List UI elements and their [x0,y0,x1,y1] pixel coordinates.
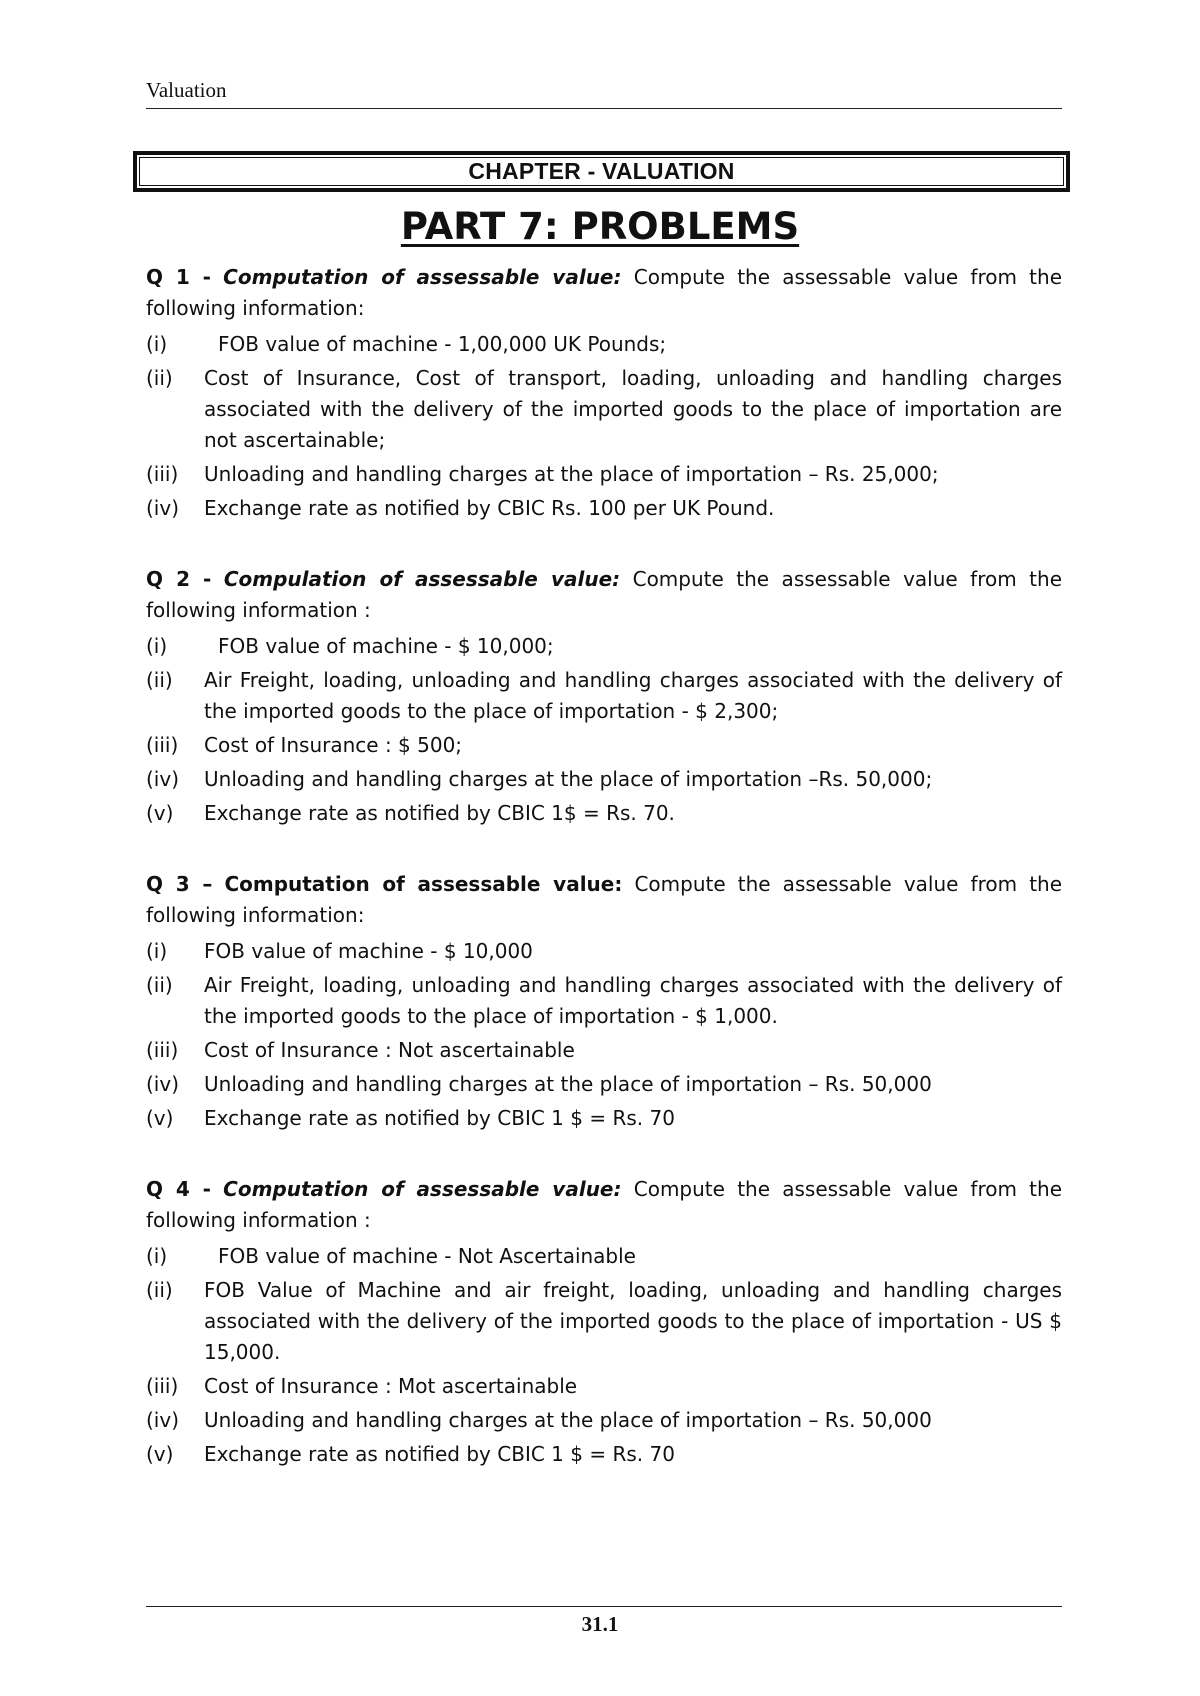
item-number: (i) [146,939,168,963]
header-rule [146,108,1062,109]
chapter-title: CHAPTER - VALUATION [468,158,735,184]
item-text: Unloading and handling charges at the place of importation – Rs. 50,000 [204,1072,932,1096]
question-topic: Computation of assessable value: [223,265,622,289]
item-text: Air Freight, loading, unloading and handling charges associated with the delivery of the imported goods to the place of importation - $ 2,300; [204,668,1062,723]
question-items [146,329,1062,524]
list-item [146,631,1062,662]
question-topic: Computation of assessable value: [223,1177,622,1201]
list-item [146,1103,1062,1134]
item-number: (iv) [146,1072,179,1096]
list-item [146,329,1062,360]
item-number: (i) [146,634,168,658]
list-item [146,1439,1062,1470]
item-text: Unloading and handling charges at the place of importation – Rs. 50,000 [204,1408,932,1432]
footer-rule [146,1606,1062,1607]
item-number: (iv) [146,496,179,520]
item-number: (iv) [146,767,179,791]
item-text: Unloading and handling charges at the place of importation –Rs. 50,000; [204,767,933,791]
question-items [146,1241,1062,1470]
question-topic: Computation of assessable value: [224,872,623,896]
list-item [146,936,1062,967]
item-number: (ii) [146,366,173,390]
list-item [146,1275,1062,1368]
question-heading [146,564,1062,626]
item-number: (ii) [146,973,173,997]
question-block [146,869,1062,1134]
item-text: Unloading and handling charges at the place of importation – Rs. 25,000; [204,462,939,486]
questions-list [146,262,1062,1473]
question-number: Q 4 - [146,1177,211,1201]
item-number: (iv) [146,1408,179,1432]
item-text: Air Freight, loading, unloading and handling charges associated with the delivery of the imported goods to the place of importation - $ 1,000. [204,973,1062,1028]
list-item [146,1035,1062,1066]
question-prompt: Compute the assessable value from the following information: [146,265,1063,320]
item-text: FOB value of machine - $ 10,000 [204,939,533,963]
list-item [146,493,1062,524]
list-item [146,363,1062,456]
question-prompt: Compute the assessable value from the following information: [146,872,1063,927]
running-header-title: Valuation [146,78,227,102]
list-item [146,1405,1062,1436]
list-item [146,730,1062,761]
item-text: Exchange rate as notified by CBIC 1 $ = Rs. 70 [204,1442,675,1466]
item-text: Cost of Insurance, Cost of transport, loading, unloading and handling charges associated with the delivery of the imported goods to the place of importation are not ascertainable; [204,366,1062,452]
list-item [146,764,1062,795]
item-text: Exchange rate as notified by CBIC 1$ = Rs. 70. [204,801,675,825]
part-title: PART 7: PROBLEMS [400,205,800,248]
list-item [146,665,1062,727]
question-heading [146,869,1062,931]
item-text: Cost of Insurance : Mot ascertainable [204,1374,578,1398]
item-number: (v) [146,1442,174,1466]
item-number: (ii) [146,1278,173,1302]
list-item [146,459,1062,490]
chapter-title-box [133,151,1070,192]
item-number: (i) [146,332,168,356]
question-prompt: Compute the assessable value from the following information : [146,567,1062,622]
question-prompt: Compute the assessable value from the following information : [146,1177,1063,1232]
question-heading [146,1174,1062,1236]
question-number: Q 2 - [146,567,212,591]
list-item [146,1069,1062,1100]
list-item [146,798,1062,829]
list-item [146,1371,1062,1402]
item-text: FOB value of machine - 1,00,000 UK Pounds; [218,332,667,356]
question-number: Q 1 - [146,265,211,289]
item-text: Exchange rate as notified by CBIC Rs. 100 per UK Pound. [204,496,775,520]
item-number: (iii) [146,1038,179,1062]
page-number: 31.1 [581,1612,619,1636]
question-items [146,631,1062,829]
question-topic: Compulation of assessable value: [223,567,621,591]
question-block [146,1174,1062,1470]
item-number: (v) [146,1106,174,1130]
item-text: FOB Value of Machine and air freight, loading, unloading and handling charges associated with the delivery of the imported goods to the place of importation - US $ 15,000. [204,1278,1062,1364]
question-block [146,262,1062,524]
item-text: Exchange rate as notified by CBIC 1 $ = Rs. 70 [204,1106,675,1130]
item-number: (iii) [146,462,179,486]
question-heading [146,262,1062,324]
question-block [146,564,1062,829]
question-items [146,936,1062,1134]
item-number: (iii) [146,1374,179,1398]
item-text: Cost of Insurance : $ 500; [204,733,463,757]
item-number: (iii) [146,733,179,757]
item-number: (i) [146,1244,168,1268]
question-number: Q 3 – [146,872,213,896]
item-number: (v) [146,801,174,825]
item-text: FOB value of machine - $ 10,000; [218,634,554,658]
list-item [146,970,1062,1032]
list-item [146,1241,1062,1272]
item-number: (ii) [146,668,173,692]
item-text: FOB value of machine - Not Ascertainable [218,1244,636,1268]
item-text: Cost of Insurance : Not ascertainable [204,1038,575,1062]
